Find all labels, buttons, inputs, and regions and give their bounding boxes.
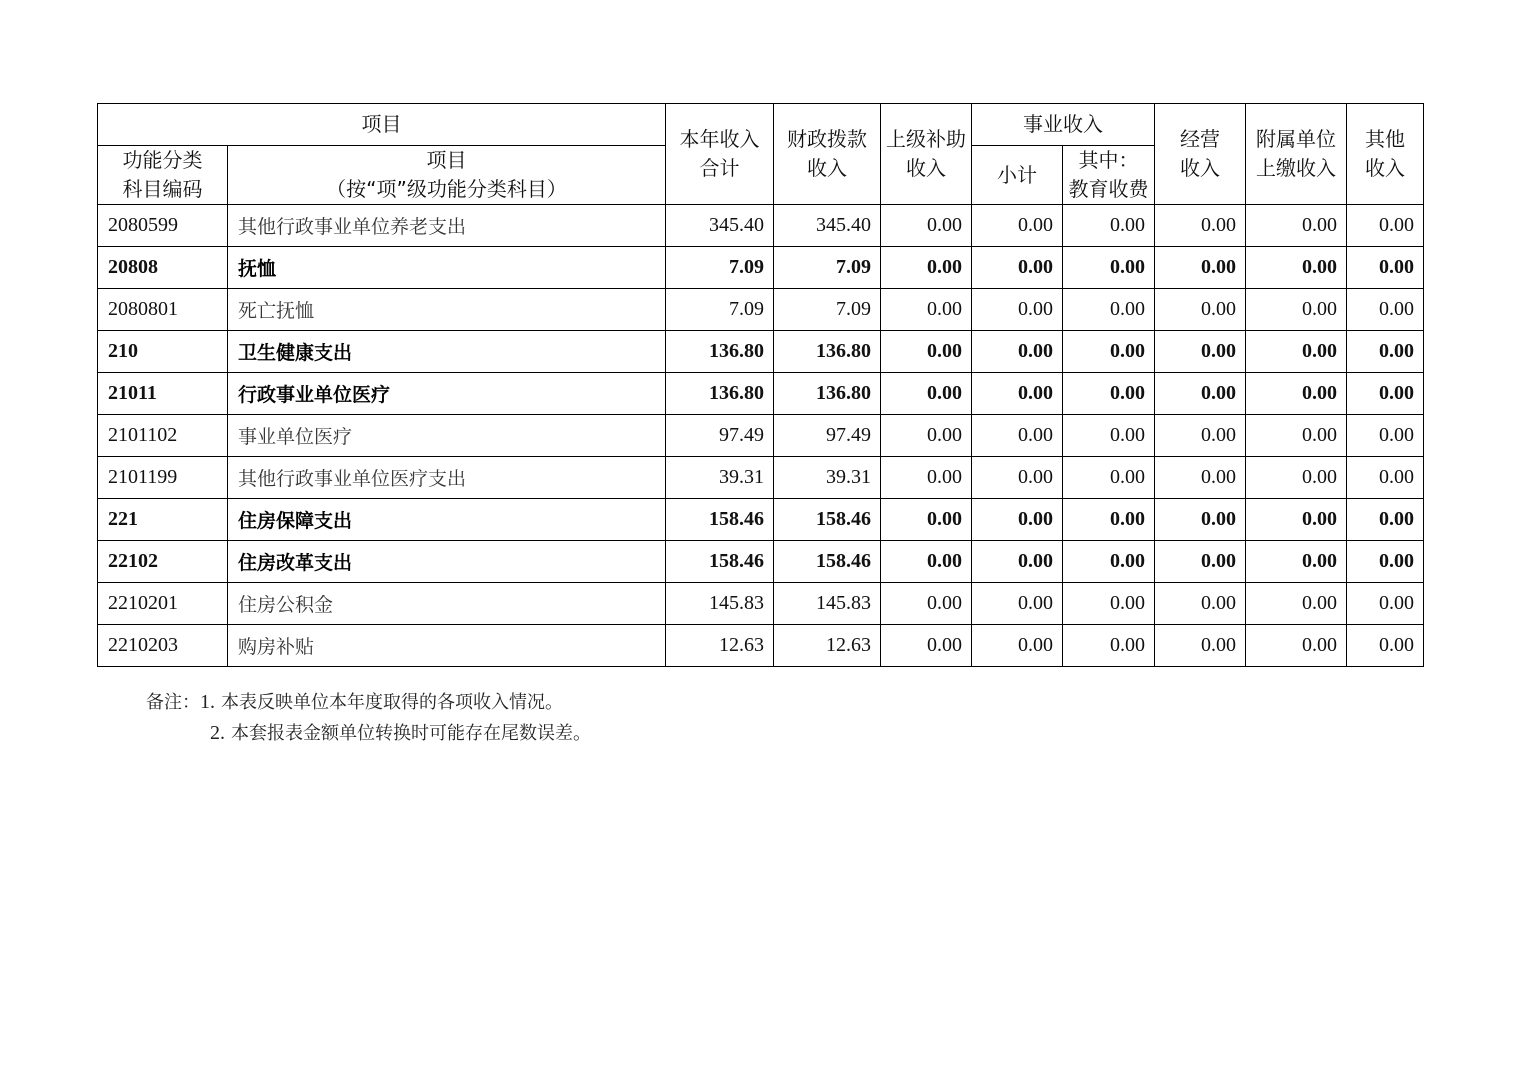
cell-superior-subsidy: 0.00 bbox=[881, 289, 972, 331]
cell-total-income: 12.63 bbox=[666, 625, 774, 667]
cell-education-fees: 0.00 bbox=[1063, 331, 1155, 373]
cell-other-income: 0.00 bbox=[1347, 499, 1424, 541]
header-item: 项目 bbox=[98, 104, 666, 146]
cell-item-name: 行政事业单位医疗 bbox=[228, 373, 666, 415]
table-row bbox=[98, 541, 1424, 583]
cell-fiscal-appropriation: 345.40 bbox=[774, 205, 881, 247]
cell-superior-subsidy: 0.00 bbox=[881, 331, 972, 373]
cell-function-code: 22102 bbox=[98, 541, 228, 583]
cell-business-subtotal: 0.00 bbox=[972, 331, 1063, 373]
cell-education-fees: 0.00 bbox=[1063, 457, 1155, 499]
cell-total-income: 136.80 bbox=[666, 373, 774, 415]
cell-superior-subsidy: 0.00 bbox=[881, 373, 972, 415]
cell-business-subtotal: 0.00 bbox=[972, 205, 1063, 247]
cell-business-subtotal: 0.00 bbox=[972, 583, 1063, 625]
note-2-text: 本套报表金额单位转换时可能存在尾数误差。 bbox=[231, 723, 591, 744]
note-1 bbox=[146, 687, 591, 718]
table-row bbox=[98, 583, 1424, 625]
cell-item-name: 购房补贴 bbox=[228, 625, 666, 667]
cell-other-income: 0.00 bbox=[1347, 457, 1424, 499]
cell-affiliate-income: 0.00 bbox=[1246, 583, 1347, 625]
cell-total-income: 97.49 bbox=[666, 415, 774, 457]
cell-education-fees: 0.00 bbox=[1063, 289, 1155, 331]
header-business-subtotal: 小计 bbox=[972, 146, 1063, 205]
cell-total-income: 7.09 bbox=[666, 289, 774, 331]
cell-business-subtotal: 0.00 bbox=[972, 247, 1063, 289]
cell-total-income: 158.46 bbox=[666, 541, 774, 583]
cell-function-code: 2210201 bbox=[98, 583, 228, 625]
header-total-income: 本年收入 合计 bbox=[666, 104, 774, 205]
cell-function-code: 20808 bbox=[98, 247, 228, 289]
note-2 bbox=[146, 718, 591, 749]
table-row bbox=[98, 457, 1424, 499]
cell-affiliate-income: 0.00 bbox=[1246, 625, 1347, 667]
cell-affiliate-income: 0.00 bbox=[1246, 373, 1347, 415]
header-function-code: 功能分类 科目编码 bbox=[98, 146, 228, 205]
header-operating-income: 经营 收入 bbox=[1155, 104, 1246, 205]
cell-item-name: 其他行政事业单位养老支出 bbox=[228, 205, 666, 247]
cell-fiscal-appropriation: 12.63 bbox=[774, 625, 881, 667]
cell-superior-subsidy: 0.00 bbox=[881, 541, 972, 583]
cell-operating-income: 0.00 bbox=[1155, 583, 1246, 625]
cell-education-fees: 0.00 bbox=[1063, 205, 1155, 247]
cell-function-code: 2080801 bbox=[98, 289, 228, 331]
cell-total-income: 158.46 bbox=[666, 499, 774, 541]
cell-item-name: 其他行政事业单位医疗支出 bbox=[228, 457, 666, 499]
cell-item-name: 抚恤 bbox=[228, 247, 666, 289]
cell-business-subtotal: 0.00 bbox=[972, 415, 1063, 457]
cell-function-code: 221 bbox=[98, 499, 228, 541]
table-notes bbox=[146, 687, 591, 749]
cell-affiliate-income: 0.00 bbox=[1246, 247, 1347, 289]
cell-operating-income: 0.00 bbox=[1155, 205, 1246, 247]
cell-function-code: 2210203 bbox=[98, 625, 228, 667]
cell-business-subtotal: 0.00 bbox=[972, 457, 1063, 499]
cell-fiscal-appropriation: 145.83 bbox=[774, 583, 881, 625]
table-row bbox=[98, 499, 1424, 541]
cell-total-income: 39.31 bbox=[666, 457, 774, 499]
cell-function-code: 2080599 bbox=[98, 205, 228, 247]
cell-total-income: 7.09 bbox=[666, 247, 774, 289]
cell-other-income: 0.00 bbox=[1347, 373, 1424, 415]
cell-other-income: 0.00 bbox=[1347, 625, 1424, 667]
income-table-container bbox=[97, 103, 1424, 667]
table-row bbox=[98, 373, 1424, 415]
table-row bbox=[98, 625, 1424, 667]
cell-item-name: 住房保障支出 bbox=[228, 499, 666, 541]
header-other-income: 其他 收入 bbox=[1347, 104, 1424, 205]
cell-affiliate-income: 0.00 bbox=[1246, 205, 1347, 247]
cell-other-income: 0.00 bbox=[1347, 289, 1424, 331]
cell-item-name: 卫生健康支出 bbox=[228, 331, 666, 373]
cell-affiliate-income: 0.00 bbox=[1246, 289, 1347, 331]
cell-superior-subsidy: 0.00 bbox=[881, 499, 972, 541]
cell-total-income: 345.40 bbox=[666, 205, 774, 247]
cell-operating-income: 0.00 bbox=[1155, 499, 1246, 541]
cell-item-name: 住房公积金 bbox=[228, 583, 666, 625]
cell-fiscal-appropriation: 97.49 bbox=[774, 415, 881, 457]
cell-operating-income: 0.00 bbox=[1155, 289, 1246, 331]
cell-item-name: 死亡抚恤 bbox=[228, 289, 666, 331]
cell-business-subtotal: 0.00 bbox=[972, 499, 1063, 541]
cell-operating-income: 0.00 bbox=[1155, 457, 1246, 499]
cell-fiscal-appropriation: 39.31 bbox=[774, 457, 881, 499]
cell-item-name: 事业单位医疗 bbox=[228, 415, 666, 457]
cell-education-fees: 0.00 bbox=[1063, 415, 1155, 457]
header-affiliate-income: 附属单位 上缴收入 bbox=[1246, 104, 1347, 205]
header-fiscal-appropriation: 财政拨款 收入 bbox=[774, 104, 881, 205]
cell-function-code: 2101199 bbox=[98, 457, 228, 499]
cell-item-name: 住房改革支出 bbox=[228, 541, 666, 583]
header-item-name: 项目 （按“项”级功能分类科目） bbox=[228, 146, 666, 205]
notes-label: 备注： bbox=[146, 692, 200, 713]
cell-fiscal-appropriation: 158.46 bbox=[774, 541, 881, 583]
cell-other-income: 0.00 bbox=[1347, 415, 1424, 457]
cell-operating-income: 0.00 bbox=[1155, 331, 1246, 373]
cell-operating-income: 0.00 bbox=[1155, 415, 1246, 457]
table-row bbox=[98, 247, 1424, 289]
cell-education-fees: 0.00 bbox=[1063, 373, 1155, 415]
income-table bbox=[97, 103, 1424, 667]
cell-fiscal-appropriation: 136.80 bbox=[774, 331, 881, 373]
cell-affiliate-income: 0.00 bbox=[1246, 457, 1347, 499]
table-row bbox=[98, 331, 1424, 373]
cell-other-income: 0.00 bbox=[1347, 247, 1424, 289]
note-2-number: 2. bbox=[210, 722, 225, 744]
cell-education-fees: 0.00 bbox=[1063, 499, 1155, 541]
table-header bbox=[98, 104, 1424, 205]
note-1-number: 1. bbox=[200, 691, 215, 713]
cell-total-income: 136.80 bbox=[666, 331, 774, 373]
cell-education-fees: 0.00 bbox=[1063, 625, 1155, 667]
cell-superior-subsidy: 0.00 bbox=[881, 205, 972, 247]
cell-superior-subsidy: 0.00 bbox=[881, 247, 972, 289]
cell-function-code: 21011 bbox=[98, 373, 228, 415]
cell-education-fees: 0.00 bbox=[1063, 247, 1155, 289]
cell-affiliate-income: 0.00 bbox=[1246, 541, 1347, 583]
table-body bbox=[98, 205, 1424, 667]
cell-other-income: 0.00 bbox=[1347, 205, 1424, 247]
cell-fiscal-appropriation: 136.80 bbox=[774, 373, 881, 415]
header-education-fees: 其中： 教育收费 bbox=[1063, 146, 1155, 205]
cell-other-income: 0.00 bbox=[1347, 583, 1424, 625]
cell-other-income: 0.00 bbox=[1347, 331, 1424, 373]
note-1-text: 本表反映单位本年度取得的各项收入情况。 bbox=[221, 692, 563, 713]
table-row bbox=[98, 205, 1424, 247]
cell-operating-income: 0.00 bbox=[1155, 625, 1246, 667]
cell-total-income: 145.83 bbox=[666, 583, 774, 625]
cell-fiscal-appropriation: 7.09 bbox=[774, 289, 881, 331]
cell-education-fees: 0.00 bbox=[1063, 583, 1155, 625]
cell-superior-subsidy: 0.00 bbox=[881, 625, 972, 667]
cell-superior-subsidy: 0.00 bbox=[881, 457, 972, 499]
cell-operating-income: 0.00 bbox=[1155, 373, 1246, 415]
cell-operating-income: 0.00 bbox=[1155, 247, 1246, 289]
table-row bbox=[98, 415, 1424, 457]
cell-fiscal-appropriation: 158.46 bbox=[774, 499, 881, 541]
cell-function-code: 210 bbox=[98, 331, 228, 373]
cell-education-fees: 0.00 bbox=[1063, 541, 1155, 583]
cell-business-subtotal: 0.00 bbox=[972, 625, 1063, 667]
header-business-income: 事业收入 bbox=[972, 104, 1155, 146]
cell-operating-income: 0.00 bbox=[1155, 541, 1246, 583]
cell-business-subtotal: 0.00 bbox=[972, 541, 1063, 583]
cell-affiliate-income: 0.00 bbox=[1246, 331, 1347, 373]
cell-affiliate-income: 0.00 bbox=[1246, 415, 1347, 457]
cell-superior-subsidy: 0.00 bbox=[881, 583, 972, 625]
cell-business-subtotal: 0.00 bbox=[972, 373, 1063, 415]
cell-superior-subsidy: 0.00 bbox=[881, 415, 972, 457]
header-superior-subsidy: 上级补助 收入 bbox=[881, 104, 972, 205]
cell-business-subtotal: 0.00 bbox=[972, 289, 1063, 331]
cell-fiscal-appropriation: 7.09 bbox=[774, 247, 881, 289]
cell-function-code: 2101102 bbox=[98, 415, 228, 457]
table-row bbox=[98, 289, 1424, 331]
cell-affiliate-income: 0.00 bbox=[1246, 499, 1347, 541]
cell-other-income: 0.00 bbox=[1347, 541, 1424, 583]
